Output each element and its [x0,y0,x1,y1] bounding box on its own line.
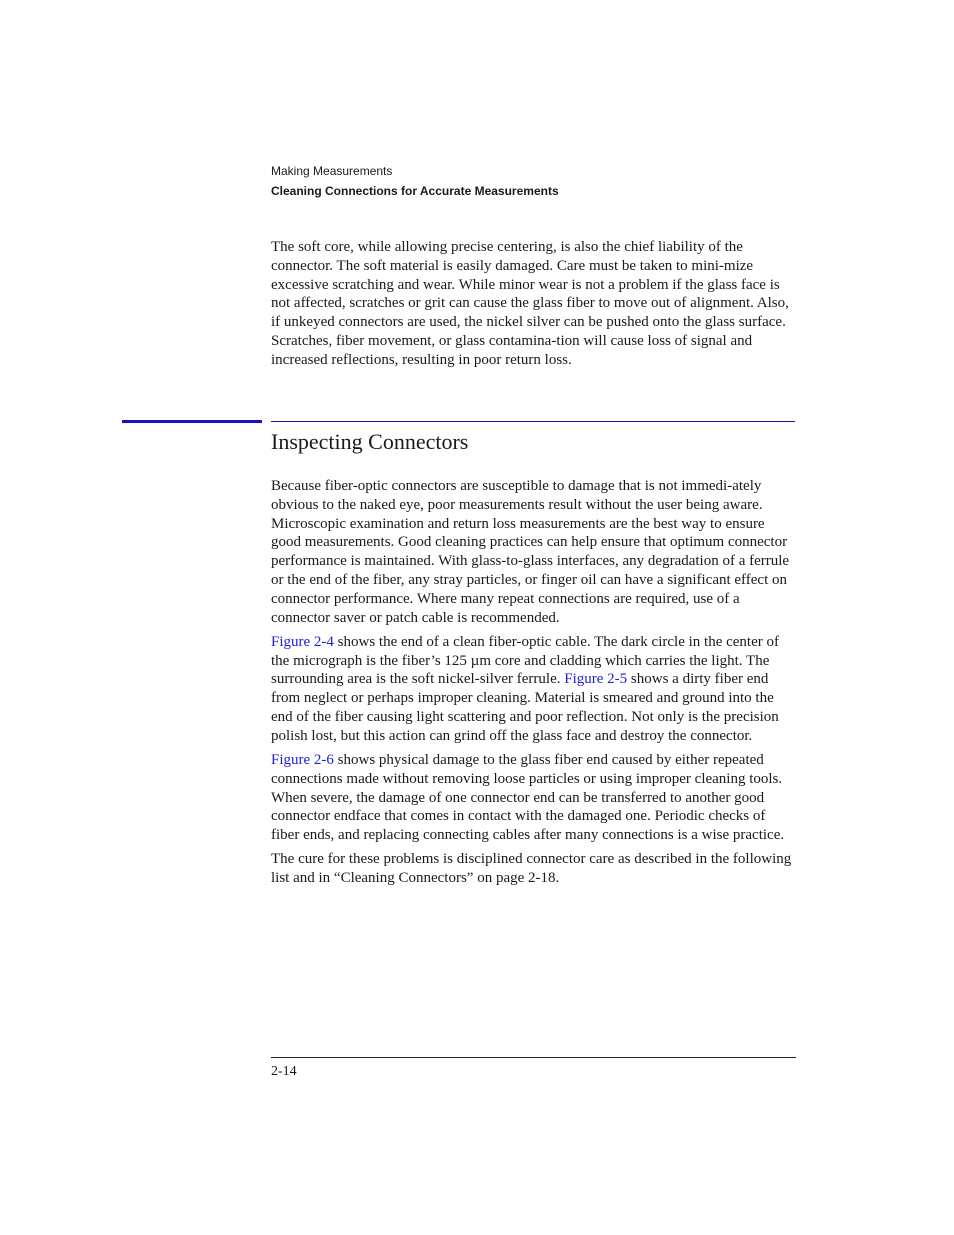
paragraph-2-text-2: shows a dirty fiber end from neglect or perhaps improper cleaning. Material is smeared and ground into the end of the fiber causing light scattering and poor reflection. Not only is the precision polish lost, but this action can grind off the glass face and destroy the connector. [271,671,779,744]
section-running-title: Cleaning Connections for Accurate Measurements [271,184,559,198]
figure-2-6-link[interactable]: Figure 2-6 [271,751,334,768]
page-number: 2-14 [271,1064,297,1079]
paragraph-3 [271,751,797,845]
paragraph-1: Because fiber-optic connectors are susceptible to damage that is not immedi-ately obvious to the naked eye, poor measurements result without the user being aware. Microscopic examination and return loss measurements are the best way to ensure good measurements. Good cleaning practices can help ensure that optimum connector performance is maintained. With glass-to-glass interfaces, any degradation of a ferrule or the end of the fiber, any stray particles, or finger oil can have a significant effect on connector performance. Where many repeat connections are required, use of a connector saver or patch cable is recommended. [271,478,790,626]
chapter-title: Making Measurements [271,164,393,178]
section-rule [271,421,795,422]
figure-2-5-link[interactable]: Figure 2-5 [564,671,628,688]
section-body [271,477,797,893]
paragraph-2 [271,633,797,746]
figure-2-4-link[interactable]: Figure 2-4 [271,633,334,650]
accent-rule [122,420,262,423]
paragraph-4: The cure for these problems is disciplined connector care as described in the following list and in “Cleaning Connectors” on page 2-18. [271,851,792,887]
running-header [271,161,559,201]
section-heading: Inspecting Connectors [271,429,469,454]
paragraph-3-text-1: shows physical damage to the glass fiber end caused by either repeated connections made without removing loose particles or using improper cleaning tools. When severe, the damage of one connector end can be transferred to another good connector endface that comes in contact with the damaged one. Periodic checks of fiber ends, and replacing connecting cables after many connections is a wise practice. [271,751,785,844]
paragraph-2-text-1: shows the end of a clean fiber-optic cable. The dark circle in the center of the micrograph is the fiber’s 125 µm core and cladding which carries the light. The surrounding area is the soft nickel-silver ferrule. [271,633,779,688]
footer-rule [271,1057,796,1058]
intro-paragraph: The soft core, while allowing precise centering, is also the chief liability of the connector. The soft material is easily damaged. Care must be taken to mini-mize excessive scratching and wear. While minor wear is not a problem if the glass face is not affected, scratches or grit can cause the glass fiber to move out of alignment. Also, if unkeyed connectors are used, the nickel silver can be pushed onto the glass surface. Scratches, fiber movement, or glass contamina-tion will cause loss of signal and increased reflections, resulting in poor return loss. [271,239,789,368]
